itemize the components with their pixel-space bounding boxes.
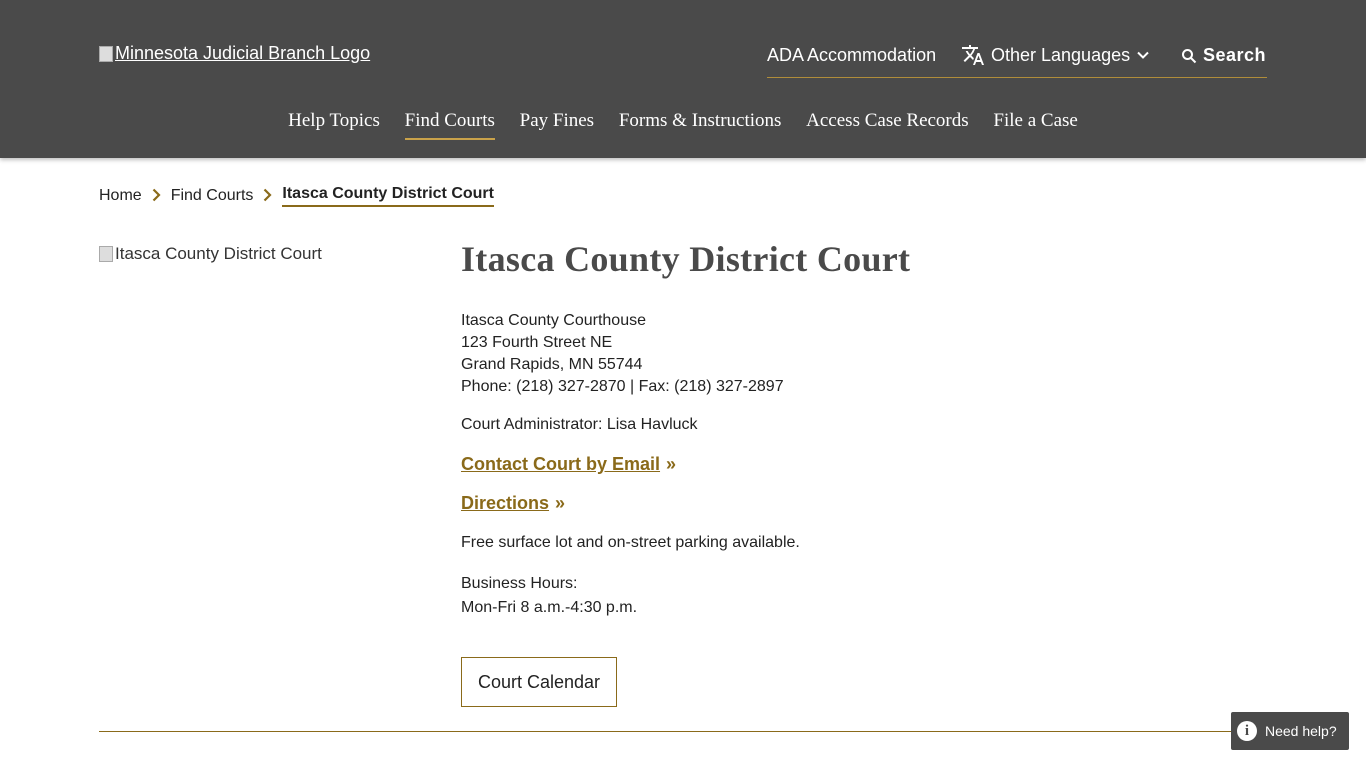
translate-icon (961, 43, 985, 67)
ada-label: ADA Accommodation (767, 45, 937, 65)
raquo-icon: » (555, 493, 566, 513)
court-image (99, 244, 322, 264)
breadcrumb-find-courts[interactable]: Find Courts (170, 187, 254, 204)
languages-label: Other Languages (991, 44, 1131, 65)
need-help-label: Need help? (1265, 723, 1337, 739)
site-header (0, 0, 1366, 158)
other-languages-dropdown[interactable] (961, 43, 1150, 67)
address-line: 123 Fourth Street NE (461, 334, 613, 351)
breadcrumb (99, 185, 494, 207)
court-details (461, 238, 1241, 620)
hours-value: Mon-Fri 8 a.m.-4:30 p.m. (461, 599, 638, 616)
logo-alt-text: Minnesota Judicial Branch Logo (115, 43, 371, 63)
ada-accommodation-link[interactable] (767, 45, 936, 66)
main-nav (0, 110, 1366, 140)
court-calendar-button[interactable]: Court Calendar (461, 657, 617, 707)
court-administrator: Court Administrator: Lisa Havluck (461, 416, 698, 433)
breadcrumb-current: Itasca County District Court (282, 185, 494, 207)
need-help-widget[interactable] (1231, 712, 1349, 750)
nav-pay-fines[interactable]: Pay Fines (519, 110, 595, 131)
parking-info: Free surface lot and on-street parking available. (461, 534, 800, 551)
court-image-alt: Itasca County District Court (115, 244, 322, 263)
search-icon (1181, 48, 1197, 64)
utility-nav (767, 40, 1267, 78)
nav-access-case-records[interactable]: Access Case Records (806, 110, 969, 131)
contact-row (461, 454, 1241, 475)
nav-forms-instructions[interactable]: Forms & Instructions (618, 110, 782, 131)
contact-court-email-link[interactable]: Contact Court by Email (461, 454, 661, 474)
nav-find-courts[interactable]: Find Courts (405, 110, 495, 140)
info-icon: i (1237, 721, 1257, 741)
nav-help-topics[interactable]: Help Topics (288, 110, 380, 131)
search-button[interactable] (1181, 45, 1266, 66)
nav-file-a-case[interactable]: File a Case (993, 110, 1078, 131)
page-title: Itasca County District Court (461, 239, 911, 279)
phone-fax: Phone: (218) 327-2870 | Fax: (218) 327-2897 (461, 378, 784, 395)
hours-label: Business Hours: (461, 575, 578, 592)
directions-row (461, 493, 1241, 514)
chevron-right-icon (263, 186, 272, 207)
search-label: Search (1203, 45, 1267, 65)
directions-link[interactable]: Directions (461, 493, 550, 513)
chevron-right-icon (152, 186, 161, 207)
raquo-icon: » (666, 454, 677, 474)
address-line: Grand Rapids, MN 55744 (461, 356, 643, 373)
business-hours (461, 572, 1241, 620)
breadcrumb-home[interactable]: Home (99, 187, 142, 204)
broken-image-icon (99, 46, 113, 62)
divider (99, 731, 1267, 732)
court-address (461, 310, 1241, 398)
site-logo[interactable] (99, 43, 370, 64)
address-line: Itasca County Courthouse (461, 312, 646, 329)
chevron-down-icon (1136, 48, 1150, 62)
broken-image-icon (99, 246, 113, 262)
